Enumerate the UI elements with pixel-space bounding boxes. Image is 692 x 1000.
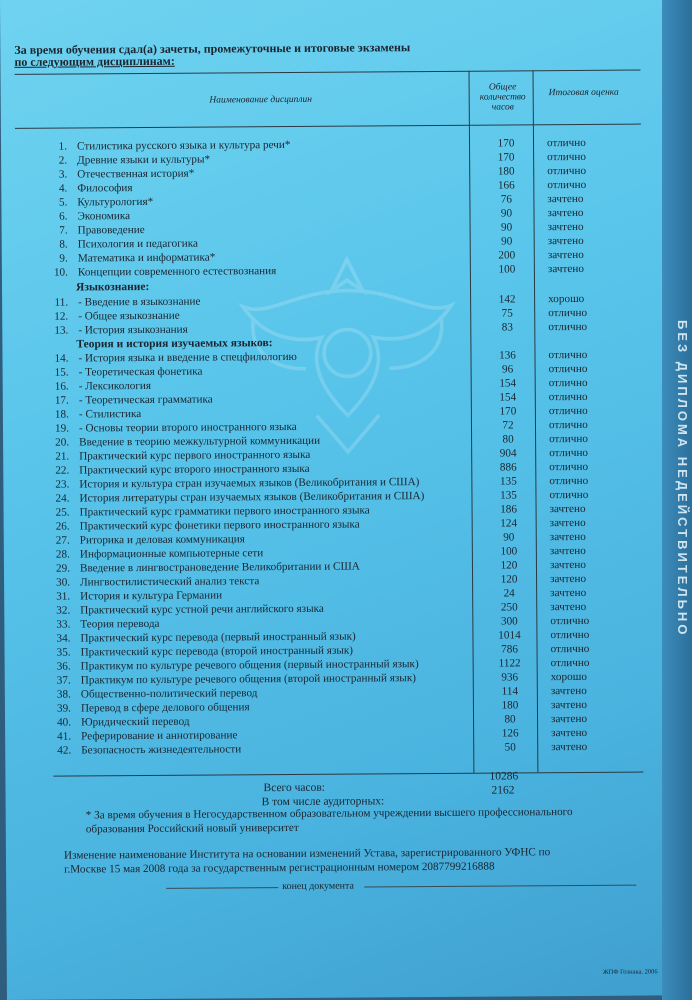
row-number: 10. <box>53 266 68 279</box>
discipline-grade: отлично <box>548 418 588 432</box>
discipline-hours: 166 <box>497 179 515 192</box>
row-number: 18. <box>54 408 69 421</box>
row-number: 7. <box>59 224 68 237</box>
discipline-hours: 50 <box>504 741 516 754</box>
row-number: 4. <box>58 182 68 195</box>
discipline-hours: 180 <box>501 699 519 712</box>
discipline-grade: зачтено <box>547 220 584 234</box>
row-number: 13. <box>54 324 69 337</box>
discipline-grade: хорошо <box>548 292 585 306</box>
discipline-grade: отлично <box>550 656 590 670</box>
discipline-hours: 904 <box>499 447 517 460</box>
discipline-name: Перевод в сфере делового общения <box>80 701 250 715</box>
discipline-grade: зачтено <box>550 600 587 614</box>
discipline-name: Практический курс перевода (первый иностранный язык) <box>80 630 356 645</box>
row-number: 9. <box>59 252 68 265</box>
discipline-hours: 200 <box>498 249 516 262</box>
header-line-1: За время обучения сдал(а) зачеты, промежуточные и итоговые экзамены <box>14 40 411 57</box>
discipline-name: Общественно-политический перевод <box>80 687 258 701</box>
row-number: 2. <box>58 154 68 167</box>
discipline-grade: отлично <box>548 362 588 376</box>
discipline-hours: 120 <box>500 559 518 572</box>
discipline-name: Риторика и деловая коммуникация <box>79 533 245 547</box>
row-number: 33. <box>56 618 71 631</box>
discipline-name: - Теоретическая фонетика <box>78 365 203 379</box>
row-number: 5. <box>58 196 68 209</box>
invalid-without-diploma-text: БЕЗ ДИПЛОМА НЕДЕЙСТВИТЕЛЬНО <box>675 320 690 638</box>
row-number: 26. <box>55 520 70 533</box>
row-number: 25. <box>55 506 70 519</box>
discipline-grade: отлично <box>549 446 589 460</box>
discipline-grade: отлично <box>549 460 589 474</box>
footnote-line-2: образования Российский новый университет <box>85 821 299 836</box>
end-rule-right <box>364 885 636 888</box>
discipline-grade: зачтено <box>547 234 584 248</box>
discipline-grade: зачтено <box>549 516 586 530</box>
table-bottom-rule <box>53 772 643 777</box>
row-number: 3. <box>58 168 68 181</box>
row-number: 6. <box>59 210 68 223</box>
discipline-hours: 80 <box>504 713 516 726</box>
row-number: 20. <box>55 436 70 449</box>
rename-note-line-1: Изменение наименование Института на основании изменений Устава, зарегистрированного УФНС по <box>63 846 551 862</box>
discipline-grade: отлично <box>546 136 586 150</box>
discipline-name: - Введение в языкознание <box>78 295 201 309</box>
discipline-grade: зачтено <box>549 502 586 516</box>
row-number: 17. <box>54 394 69 407</box>
discipline-name: Практикум по культуре речевого общения (второй иностранный язык) <box>80 672 417 687</box>
total-hours-label: Всего часов: <box>263 781 326 795</box>
row-number: 41. <box>57 730 72 743</box>
row-number: 27. <box>55 534 70 547</box>
discipline-hours: 170 <box>499 405 517 418</box>
discipline-grade: зачтено <box>551 726 588 740</box>
row-number: 22. <box>55 464 70 477</box>
discipline-grade: зачтено <box>550 684 587 698</box>
discipline-hours: 90 <box>503 531 515 544</box>
row-number: 31. <box>56 590 71 603</box>
column-header-hours: Общее количество часов <box>479 82 526 113</box>
row-number: 37. <box>56 674 71 687</box>
discipline-hours: 1014 <box>498 629 521 642</box>
row-number: 24. <box>55 492 70 505</box>
discipline-grade: отлично <box>548 376 588 390</box>
discipline-grade: отлично <box>549 488 589 502</box>
discipline-grade: отлично <box>548 306 588 320</box>
row-number: 23. <box>55 478 70 491</box>
discipline-grade: отлично <box>547 164 587 178</box>
discipline-grade: зачтено <box>549 544 586 558</box>
discipline-grade: хорошо <box>550 670 587 684</box>
discipline-hours: 75 <box>501 307 513 320</box>
discipline-hours: 136 <box>499 349 516 362</box>
discipline-hours: 170 <box>497 137 515 150</box>
discipline-hours: 300 <box>500 615 518 628</box>
total-hours-value: 10286 <box>489 770 519 783</box>
discipline-grade: отлично <box>547 150 586 164</box>
discipline-hours: 124 <box>500 517 518 530</box>
discipline-name: - Теоретическая грамматика <box>78 393 213 407</box>
discipline-hours: 90 <box>500 207 513 220</box>
discipline-name: Введение в теорию межкультурной коммуникации <box>79 434 321 449</box>
discipline-hours: 180 <box>497 165 515 178</box>
discipline-grade: зачтено <box>547 192 584 206</box>
discipline-hours: 120 <box>500 573 518 586</box>
discipline-name: Философия <box>77 182 133 195</box>
discipline-grade: зачтено <box>551 740 588 754</box>
table-top-rule <box>15 70 641 75</box>
discipline-hours: 72 <box>502 419 514 432</box>
section-linguistics: Языкознание: <box>75 280 150 294</box>
discipline-hours: 80 <box>502 433 514 446</box>
row-number: 11. <box>54 296 69 309</box>
discipline-grade: зачтено <box>550 572 587 586</box>
discipline-name: Стилистика русского языка и культура речи* <box>76 138 291 153</box>
discipline-grade: отлично <box>548 320 588 334</box>
end-of-document: конец документа <box>282 880 354 893</box>
column-header-name: Наименование дисциплин <box>209 94 313 106</box>
discipline-name: История литературы стран изучаемых языков (Великобритания и США) <box>79 490 425 505</box>
discipline-grade: отлично <box>550 614 590 628</box>
row-number: 35. <box>56 646 71 659</box>
discipline-name: Реферирование и аннотирование <box>81 729 238 743</box>
discipline-hours: 96 <box>501 363 514 376</box>
row-number: 14. <box>54 352 69 365</box>
discipline-name: Древние языки и культуры* <box>77 153 211 167</box>
discipline-name: Правоведение <box>77 223 145 237</box>
discipline-name: - Основы теории второго иностранного языка <box>78 420 297 435</box>
row-number: 32. <box>56 604 71 617</box>
header-line-2: по следующим дисциплинам: <box>14 53 175 69</box>
discipline-grade: отлично <box>550 628 590 642</box>
discipline-grade: отлично <box>550 642 590 656</box>
discipline-name: Экономика <box>77 210 131 223</box>
discipline-name: Юридический перевод <box>81 715 190 729</box>
discipline-hours: 1122 <box>498 657 521 670</box>
row-number: 19. <box>54 422 70 435</box>
column-header-grade: Итоговая оценка <box>548 87 619 99</box>
discipline-name: Лингвостилистический анализ текста <box>80 575 260 589</box>
discipline-name: - Общее языкознание <box>78 309 180 323</box>
discipline-hours: 154 <box>499 391 517 404</box>
discipline-name: История и культура стран изучаемых языков (Великобритания и США) <box>79 476 420 491</box>
document-header <box>14 41 444 68</box>
discipline-grade: зачтено <box>547 206 584 220</box>
discipline-name: Практический курс фонетики первого иностранного языка <box>79 518 360 533</box>
discipline-hours: 786 <box>501 643 518 656</box>
discipline-hours: 76 <box>500 193 513 206</box>
discipline-name: Введение в лингвострановедение Великобритании и США <box>79 560 360 575</box>
row-number: 29. <box>55 562 71 575</box>
discipline-name: Практический курс перевода (второй иностранный язык) <box>80 644 354 659</box>
discipline-hours: 100 <box>500 545 518 558</box>
discipline-name: Математика и информатика* <box>77 251 216 265</box>
row-number: 21. <box>55 450 70 463</box>
discipline-grade: зачтено <box>549 558 587 572</box>
discipline-name: Психология и педагогика <box>77 237 199 251</box>
section-theory: Теория и история изучаемых языков: <box>76 337 273 351</box>
discipline-hours: 250 <box>500 601 518 614</box>
discipline-grade: зачтено <box>547 248 584 262</box>
discipline-name: Отечественная история* <box>77 167 195 181</box>
row-number: 40. <box>57 716 72 729</box>
classroom-hours-value: 2162 <box>491 784 515 797</box>
row-number: 12. <box>54 310 69 323</box>
discipline-grade: отлично <box>549 474 589 488</box>
discipline-grade: отлично <box>547 178 587 192</box>
discipline-name: - История языкознания <box>78 323 188 337</box>
discipline-hours: 90 <box>500 221 513 234</box>
discipline-hours: 135 <box>500 489 517 502</box>
discipline-name: Концепции современного естествознания <box>77 265 277 279</box>
printer-mark: ЖПФ Гознака. 2006 <box>602 968 658 976</box>
row-number: 1. <box>58 140 68 153</box>
row-number: 34. <box>56 632 71 645</box>
discipline-grade: зачтено <box>547 262 584 276</box>
end-rule-left <box>166 887 278 889</box>
page-edge <box>662 0 692 1000</box>
row-number: 28. <box>55 548 70 561</box>
discipline-grade: зачтено <box>550 586 587 600</box>
discipline-grade: зачтено <box>550 698 587 712</box>
discipline-grade: отлично <box>549 432 588 446</box>
row-number: 15. <box>54 366 69 379</box>
discipline-hours: 100 <box>498 263 516 276</box>
discipline-name: Практикум по культуре речевого общения (первый иностранный язык) <box>80 658 419 673</box>
discipline-grade: зачтено <box>550 712 588 726</box>
discipline-hours: 90 <box>501 235 513 248</box>
discipline-name: Практический курс второго иностранного языка <box>79 462 310 477</box>
row-number: 16. <box>54 380 69 393</box>
discipline-name: Практический курс грамматики первого иностранного языка <box>79 504 370 519</box>
discipline-hours: 886 <box>499 461 517 474</box>
discipline-name: - Стилистика <box>78 408 142 421</box>
footnote-line-1: * За время обучения в Негосударственном образовательном учреждении высшего профессионального <box>85 806 573 822</box>
discipline-name: Информационные компьютерные сети <box>79 547 264 561</box>
row-number: 38. <box>56 688 71 701</box>
discipline-hours: 154 <box>499 377 517 390</box>
row-number: 39. <box>56 702 71 715</box>
discipline-grade: отлично <box>548 390 588 404</box>
table-header-bottom-rule <box>15 124 641 129</box>
discipline-name: Безопасность жизнедеятельности <box>81 743 242 757</box>
discipline-grade: зачтено <box>549 530 586 544</box>
discipline-name: Культурология* <box>77 195 154 209</box>
discipline-hours: 170 <box>497 151 515 164</box>
discipline-name: История и культура Германии <box>80 589 223 603</box>
discipline-name: - История языка и введение в спецфилологию <box>78 350 297 365</box>
discipline-hours: 24 <box>503 587 515 600</box>
discipline-grade: отлично <box>548 348 588 362</box>
discipline-hours: 186 <box>500 503 518 516</box>
discipline-name: Практический курс устной речи английского языка <box>80 602 324 617</box>
discipline-hours: 142 <box>498 293 516 306</box>
rename-note-line-2: г.Москве 15 мая 2008 года за государственным регистрационным номером 2087799216888 <box>64 860 495 876</box>
discipline-hours: 126 <box>501 727 519 740</box>
discipline-name: Теория перевода <box>80 617 160 631</box>
discipline-hours: 83 <box>501 321 513 334</box>
classroom-hours-label: В том числе аудиторных: <box>261 795 385 809</box>
discipline-hours: 114 <box>501 685 519 698</box>
discipline-grade: отлично <box>548 404 588 418</box>
row-number: 30. <box>56 576 71 589</box>
row-number: 42. <box>57 744 72 757</box>
discipline-hours: 936 <box>501 671 519 684</box>
discipline-name: - Лексикология <box>78 379 152 393</box>
row-number: 8. <box>59 238 68 251</box>
discipline-hours: 135 <box>499 475 517 488</box>
row-number: 36. <box>56 660 71 673</box>
discipline-name: Практический курс первого иностранного языка <box>79 448 311 463</box>
